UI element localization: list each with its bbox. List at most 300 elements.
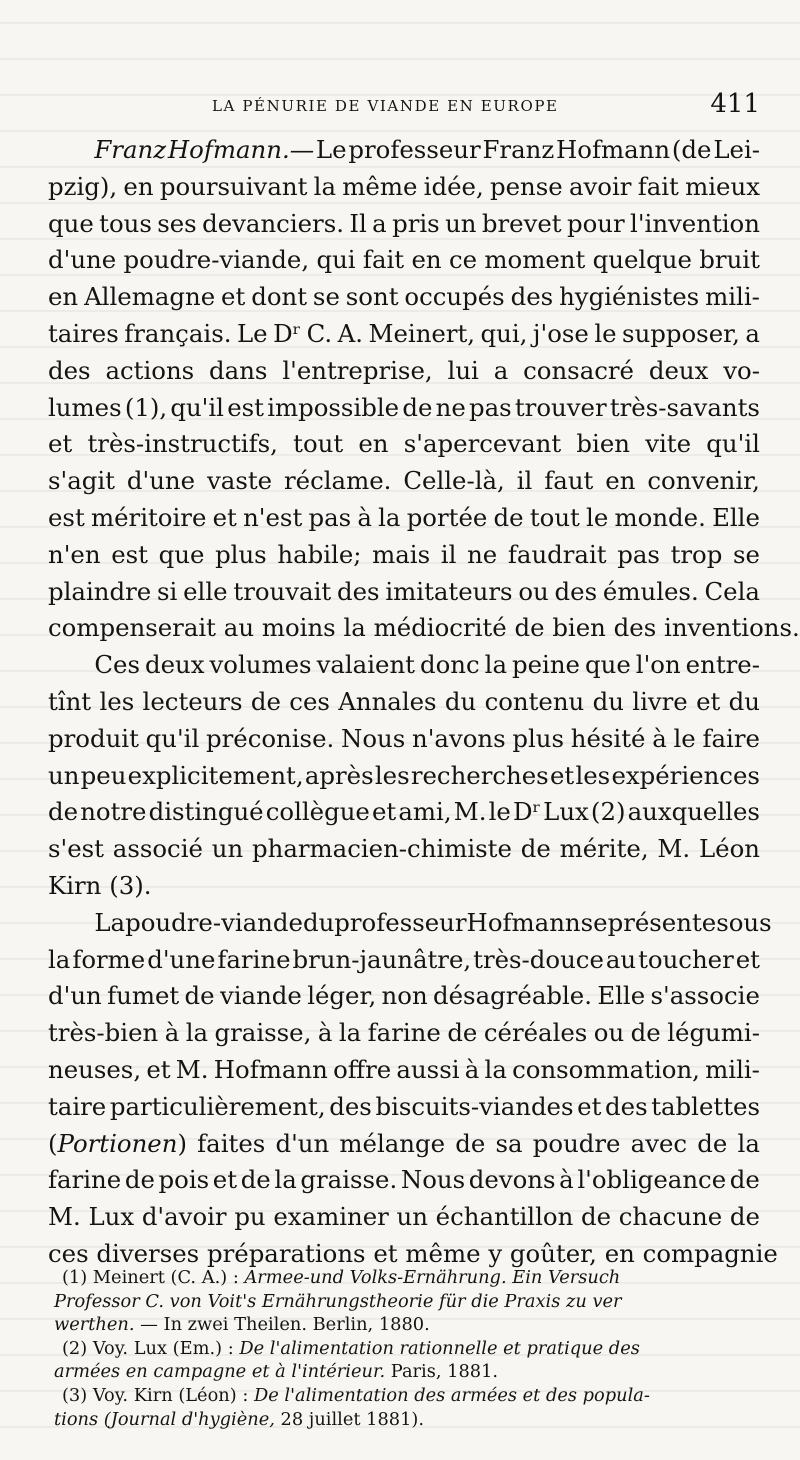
word: de [493, 502, 524, 532]
word: de [124, 1165, 155, 1195]
word: recherches [410, 760, 549, 790]
word: valaient [316, 650, 415, 680]
word: des [613, 613, 657, 643]
word: l'invention [630, 208, 760, 238]
word: (2) [590, 797, 626, 827]
word: à [164, 1018, 180, 1048]
word: hésité [570, 723, 646, 753]
word: forme [72, 944, 146, 974]
word: sa [495, 1128, 523, 1158]
word: consacré [523, 355, 634, 385]
paragraph [48, 905, 778, 1273]
running-title: LA PÉNURIE DE VIANDE EN EUROPE [212, 97, 559, 115]
word: d'une [126, 466, 196, 496]
word: à [317, 1018, 333, 1048]
word: mili- [705, 282, 760, 312]
word: farine [48, 1165, 122, 1195]
word: désagréable. [433, 981, 592, 1011]
footnote-line [54, 1384, 760, 1408]
word: consommation, [512, 1054, 700, 1084]
footnote-text: (1) Meinert (C. A.) : [62, 1267, 245, 1288]
footnote-title: armées en campagne et à l'intérieur. [54, 1361, 386, 1383]
word: la [338, 1018, 362, 1048]
word: que [158, 539, 205, 569]
word: très-bien [48, 1018, 159, 1048]
word: au [223, 613, 255, 643]
word: la [48, 944, 71, 974]
word: mili- [705, 1054, 760, 1084]
text-line [48, 574, 760, 611]
word: tînt [48, 686, 92, 716]
word: Meinert, [368, 318, 476, 348]
text-line [48, 206, 760, 243]
word: réclame. [284, 466, 392, 496]
word: Léon [698, 834, 760, 864]
word: collègue [265, 797, 370, 827]
word: tablettes [651, 1091, 760, 1121]
word: pharmacien-chimiste [252, 834, 512, 864]
word: pas [468, 392, 512, 422]
footnote-text: 28 juillet 1881). [274, 1408, 424, 1430]
word: professeur [334, 907, 467, 937]
word: présente [607, 907, 717, 937]
word: Nous [400, 1165, 466, 1195]
word: idée, [423, 171, 484, 201]
word: Le [236, 318, 268, 348]
word: mais [372, 539, 431, 569]
word: n'en [48, 539, 101, 569]
word: la [737, 1128, 760, 1158]
word: méritoire [90, 502, 207, 532]
word: et [735, 944, 760, 974]
word: même [405, 1238, 481, 1268]
word: lumes [48, 392, 122, 422]
word: dans [209, 355, 268, 385]
word: si [156, 576, 178, 606]
word: Lei- [713, 135, 760, 164]
word: Dʳ [512, 797, 541, 827]
word: se [580, 907, 608, 937]
footnote-text: (3) Voy. Kirn (Léon) : [62, 1384, 254, 1406]
word: s'agit [48, 466, 115, 496]
text-line [48, 684, 760, 721]
text-line [48, 1015, 760, 1052]
footnote-title: Armee-und Volks-Ernährung. Ein Versuch [244, 1267, 621, 1288]
word: convenir, [647, 466, 760, 496]
text-line [48, 242, 760, 279]
word: à [652, 723, 667, 753]
footnote [54, 1337, 760, 1384]
word: portée [406, 502, 488, 532]
word: faut [544, 466, 594, 496]
word: plus [512, 723, 565, 753]
word: trop [670, 539, 723, 569]
word: n'est [243, 502, 303, 532]
word: ses [157, 208, 197, 238]
text-line [48, 537, 760, 574]
word: expériences [611, 760, 760, 790]
word: mélange [339, 1128, 446, 1158]
word: le [586, 502, 609, 532]
word: et [212, 502, 237, 532]
footnote-text: — In zwei Theilen. Berlin, 1880. [134, 1314, 430, 1336]
word: de [729, 1165, 760, 1195]
word: y [488, 1238, 503, 1268]
word: habile; [277, 539, 362, 569]
word: taire [48, 1091, 107, 1121]
word: produit [48, 723, 139, 753]
word: pris [392, 208, 440, 238]
word: diverses [96, 1238, 200, 1268]
word: moment [484, 245, 586, 275]
word: monde. [614, 502, 706, 532]
word: biscuits-viandes [375, 1091, 574, 1121]
word: que [48, 208, 94, 238]
word: bien [576, 429, 630, 459]
word: en [604, 1238, 635, 1268]
word: et [372, 797, 397, 827]
word: et [696, 686, 721, 716]
footnote-line [54, 1266, 760, 1290]
word: poudre [532, 1128, 621, 1158]
word: l'entreprise, [282, 355, 433, 385]
word: a [493, 355, 509, 385]
word: vaste [207, 466, 273, 496]
word: hygiénistes [559, 282, 700, 312]
word: le [594, 318, 617, 348]
word: très-douce [473, 944, 604, 974]
word: d'avoir [141, 1202, 227, 1232]
word: taires [48, 318, 119, 348]
word: brun-jaunâtre, [292, 944, 472, 974]
paragraph [48, 132, 800, 647]
word: la [274, 1165, 297, 1195]
footnotes [54, 1266, 760, 1431]
word: donc [419, 650, 480, 680]
word: fait [637, 171, 679, 201]
word: Celle-là, [403, 466, 505, 496]
word: et [373, 1238, 398, 1268]
word: devanciers. [202, 208, 344, 238]
word: se [312, 282, 340, 312]
word: la [378, 502, 401, 532]
word: les [374, 760, 410, 790]
text-line [48, 1089, 760, 1126]
word: volumes [209, 650, 312, 680]
footnote [54, 1384, 760, 1431]
word: mérite, [559, 834, 649, 864]
text-line [48, 353, 760, 390]
word: à [357, 502, 372, 532]
word: s'est [48, 834, 104, 864]
word: les [99, 686, 135, 716]
word: M. [175, 1054, 209, 1084]
word: de [514, 613, 545, 643]
word: l'on [635, 650, 681, 680]
word: devons [468, 1165, 556, 1195]
word: Hofmann.— [167, 135, 315, 164]
word: — [289, 135, 315, 164]
word: un [48, 760, 80, 790]
word: supposer, [622, 318, 740, 348]
word: imitateurs [385, 576, 513, 606]
word: La [94, 907, 126, 937]
word: Annales [338, 686, 437, 716]
word: livre [632, 686, 688, 716]
word: médiocrité [373, 613, 507, 643]
word: fumet [107, 981, 180, 1011]
word: du [592, 686, 624, 716]
word: du [302, 907, 335, 937]
word: inventions. [664, 613, 800, 643]
text-line [48, 1199, 760, 1236]
word: ces [289, 686, 330, 716]
footnote-line [54, 1290, 760, 1314]
word: poudre-viande [125, 907, 303, 937]
text-line [48, 463, 760, 500]
word: Elle [712, 502, 760, 532]
text-line [48, 831, 760, 868]
text-line [48, 1126, 760, 1163]
word: la [185, 1018, 209, 1048]
word: la [484, 1054, 507, 1084]
word: il [440, 539, 457, 569]
word: impossible [267, 392, 400, 422]
word: associé [112, 834, 203, 864]
word: Hofmann [213, 1054, 328, 1084]
word: peu [80, 760, 127, 790]
word: A. [337, 318, 363, 348]
footnote-title: tions (Journal d'hygiène, [54, 1408, 275, 1430]
word: pas [308, 502, 352, 532]
word: Lux [88, 1202, 135, 1232]
text-line [48, 905, 772, 942]
word: graisse. [300, 1165, 398, 1195]
footnote-line [54, 1313, 760, 1337]
word: M. [48, 1202, 81, 1232]
word: ces [48, 1238, 89, 1268]
word: de [402, 392, 433, 422]
word: ne [467, 539, 498, 569]
word: qu'il [706, 429, 760, 459]
word: se [732, 539, 760, 569]
word: est [111, 539, 148, 569]
word: du [444, 686, 477, 716]
word: en [123, 171, 154, 201]
word: émules. [602, 576, 699, 606]
word: tout [529, 502, 580, 532]
word: actions [105, 355, 195, 385]
word: céréales [483, 1018, 588, 1048]
word: Ces [94, 650, 140, 680]
word: légumi- [667, 1018, 760, 1048]
footnote-title: Professor C. von Voit's Ernährungstheorie für die Praxis zu ver [54, 1290, 622, 1312]
word: très-instructifs, [87, 429, 278, 459]
word: pour [566, 208, 625, 238]
word: peine [512, 650, 580, 680]
word: très-savants [609, 392, 760, 422]
word: Franz [482, 135, 555, 164]
text-line [48, 500, 760, 537]
word: Hofmann [556, 135, 671, 164]
word: avec [630, 1128, 688, 1158]
text-line [48, 390, 760, 427]
word: qui [316, 245, 356, 275]
word: et [549, 760, 575, 790]
word: sont [345, 282, 399, 312]
word: en [411, 245, 442, 275]
word: au [605, 944, 637, 974]
word: du [728, 686, 760, 716]
word: d'une [147, 944, 216, 974]
footnote-line [54, 1360, 760, 1384]
word: plaindre [48, 576, 152, 606]
word: ce [448, 245, 478, 275]
word: deux [144, 650, 205, 680]
word: C. [306, 318, 333, 348]
word: léger, [307, 981, 377, 1011]
footnote-text: (2) Voy. Lux (Em.) : [62, 1337, 240, 1359]
word: des [554, 576, 598, 606]
word: de [697, 1128, 728, 1158]
word: vo- [723, 355, 760, 385]
word: Portionen [57, 1128, 178, 1158]
word: un [445, 208, 477, 238]
word: ou [518, 576, 549, 606]
word: bruit [699, 245, 760, 275]
word: d'un [48, 981, 102, 1011]
word: et [48, 429, 73, 459]
word: quelque [592, 245, 692, 275]
word: en [48, 282, 79, 312]
word: de [520, 834, 551, 864]
word: (Portionen) [48, 1128, 187, 1158]
word: Il [349, 208, 367, 238]
word: fait [362, 245, 405, 275]
word: des [48, 355, 91, 385]
word: Allemagne [84, 282, 216, 312]
word: faudrait [507, 539, 607, 569]
word: brevet [481, 208, 562, 238]
word: préparations [206, 1238, 366, 1268]
text-line [48, 647, 760, 684]
word: un [396, 1202, 428, 1232]
word: (de [671, 135, 712, 164]
word: graisse, [214, 1018, 312, 1048]
word: M. [657, 834, 691, 864]
word: les [575, 760, 611, 790]
word: goûter, [509, 1238, 597, 1268]
word: tout [293, 429, 344, 459]
word: poursuivant [159, 171, 308, 201]
word: Lux [543, 797, 589, 827]
word: échantillon [435, 1202, 574, 1232]
word: le [488, 797, 511, 827]
word: Franz [94, 135, 167, 164]
word: lui [447, 355, 479, 385]
word: pois [158, 1165, 210, 1195]
word: examiner [273, 1202, 389, 1232]
footnote [54, 1266, 760, 1337]
word: l'obligeance [577, 1165, 727, 1195]
word: toucher [638, 944, 734, 974]
footnote-line [54, 1408, 760, 1432]
footnote-title: De l'alimentation rationnelle et pratique des [239, 1337, 640, 1359]
word: (3). [109, 870, 152, 900]
word: Nous [341, 723, 406, 753]
word: qui, [480, 318, 528, 348]
word: avoir [568, 171, 632, 201]
word: deux [648, 355, 709, 385]
word: à [464, 1054, 480, 1084]
word: moins [261, 613, 336, 643]
word: un [211, 834, 244, 864]
main-text [48, 132, 800, 1273]
word: pas [617, 539, 660, 569]
word: faire [702, 723, 760, 753]
word: s'apercevant [403, 429, 562, 459]
word: offre [333, 1054, 392, 1084]
text-line [48, 721, 760, 758]
word: contenu [484, 686, 585, 716]
running-header [52, 89, 760, 125]
word: d'une [48, 245, 117, 275]
word: de [729, 1202, 760, 1232]
footnote-text: Paris, 1881. [385, 1361, 499, 1383]
word: de [240, 1165, 271, 1195]
text-line [48, 1052, 760, 1089]
word: à [559, 1165, 574, 1195]
word: préconise. [206, 723, 335, 753]
word: occupés [404, 282, 505, 312]
word: de [48, 797, 79, 827]
word: la [343, 613, 366, 643]
word: des [510, 282, 554, 312]
word: mieux [685, 171, 760, 201]
word: est [48, 502, 85, 532]
word: de [250, 686, 281, 716]
word: après [304, 760, 374, 790]
word: sous [716, 907, 772, 937]
word: des [336, 576, 380, 606]
word: trouvait [233, 576, 332, 606]
footnote-title: werthen. [54, 1314, 135, 1336]
word: français. [124, 318, 232, 348]
text-line [48, 132, 760, 169]
word: aussi [396, 1054, 460, 1084]
text-line [48, 794, 760, 831]
word: il [516, 466, 533, 496]
footnote-line [54, 1337, 760, 1361]
word: neuses, [48, 1054, 142, 1084]
footnote-title: De l'alimentation des armées et des popula- [253, 1384, 650, 1406]
word: qu'il [170, 392, 224, 422]
word: s'associe [650, 981, 760, 1011]
text-line [48, 610, 800, 647]
word: pense [489, 171, 563, 201]
word: viande [219, 981, 302, 1011]
word: n'avons [412, 723, 506, 753]
word: de [184, 981, 215, 1011]
word: Cela [704, 576, 760, 606]
word: auxquelles [627, 797, 760, 827]
word: et [146, 1054, 171, 1084]
word: dont [251, 282, 308, 312]
word: la [484, 650, 507, 680]
text-line [48, 978, 760, 1015]
word: de [581, 1202, 612, 1232]
word: que [585, 650, 631, 680]
